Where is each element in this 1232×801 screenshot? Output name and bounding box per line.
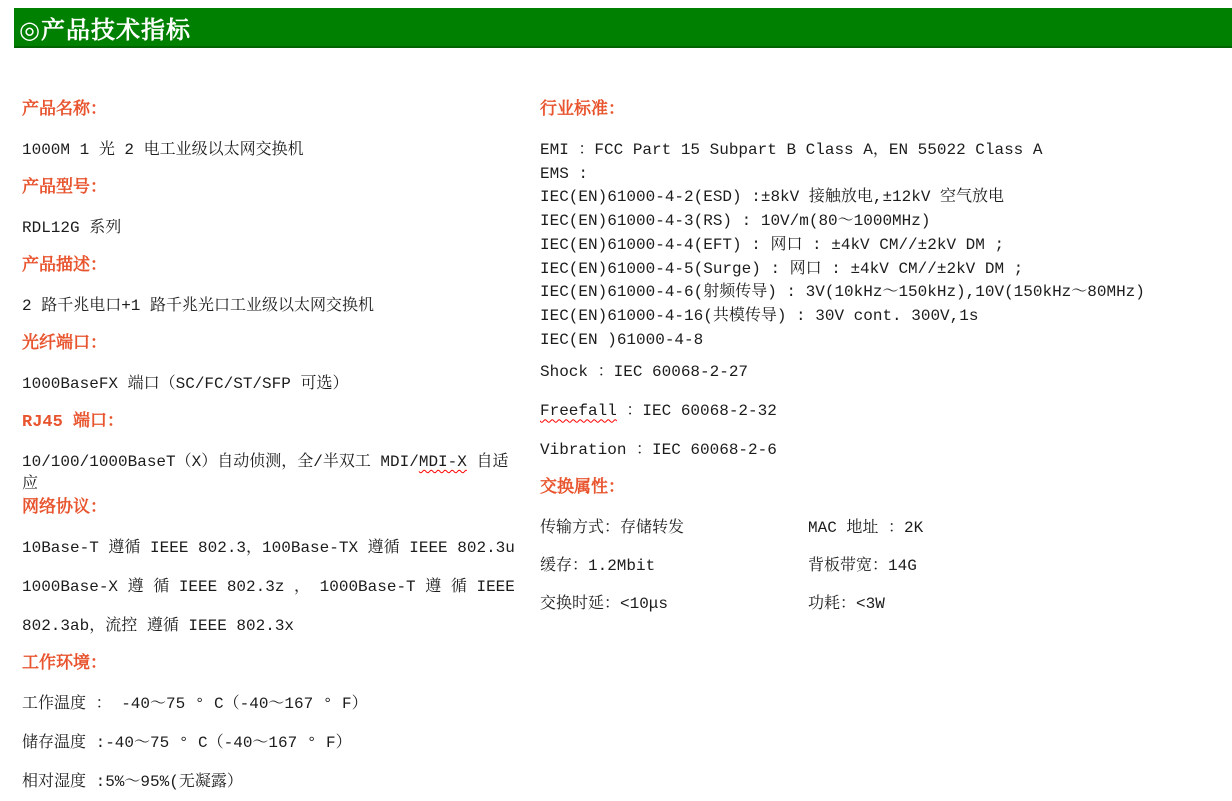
iec-surge-line: IEC(EN)61000-4-5(Surge) : 网口 : ±4kV CM//±2kV DM ; bbox=[540, 259, 1024, 278]
protocols-line-3: 802.3ab，流控 遵循 IEEE 802.3x bbox=[22, 617, 295, 635]
protocols-line-1: 10Base-T 遵循 IEEE 802.3，100Base-TX 遵循 IEEE 802.3u bbox=[22, 539, 515, 557]
iec-common-mode-line: IEC(EN)61000-4-16(共模传导) : 30V cont. 300V,1s bbox=[540, 306, 979, 325]
protocols-heading: 网络协议： bbox=[22, 499, 107, 518]
iec-rf-conduction-line: IEC(EN)61000-4-6(射频传导) : 3V(10kHz～150kHz),10V(150kHz～80MHz) bbox=[540, 283, 1145, 302]
rj45-misspelled-word: MDI-X bbox=[418, 453, 467, 471]
freefall-rest: ：IEC 60068-2-32 bbox=[616, 402, 777, 421]
product-desc-value: 2 路千兆电口+1 路千兆光口工业级以太网交换机 bbox=[22, 297, 375, 315]
page-title: ◎产品技术指标 bbox=[19, 17, 191, 44]
humidity-line: 相对湿度 :5%～95%(无凝露） bbox=[22, 773, 243, 791]
operating-temp-line: 工作温度 ： -40～75 ° C（-40～167 ° F） bbox=[22, 695, 368, 713]
iec-rs-line: IEC(EN)61000-4-3(RS) : 10V/m(80～1000MHz) bbox=[540, 212, 931, 231]
vibration-line: Vibration ：IEC 60068-2-6 bbox=[540, 441, 777, 460]
buffer-cell: 缓存：1.2Mbit bbox=[540, 557, 656, 576]
mac-address-cell: MAC 地址 ：2K bbox=[808, 519, 924, 538]
rj45-port-heading: RJ45 端口： bbox=[22, 413, 125, 432]
iec-esd-line: IEC(EN)61000-4-2(ESD) :±8kV 接触放电,±12kV 空气放电 bbox=[540, 188, 1005, 207]
product-name-value: 1000M 1 光 2 电工业级以太网交换机 bbox=[22, 141, 304, 159]
emc-standards-block bbox=[540, 139, 1190, 352]
fiber-port-value: 1000BaseFX 端口（SC/FC/ST/SFP 可选） bbox=[22, 375, 349, 393]
backplane-bandwidth-cell: 背板带宽：14G bbox=[808, 557, 917, 576]
product-model-value: RDL12G 系列 bbox=[22, 219, 122, 237]
environment-heading: 工作环境： bbox=[22, 655, 107, 674]
emi-line: EMI ：FCC Part 15 Subpart B Class A，EN 55022 Class A bbox=[540, 141, 1043, 159]
switching-row-2 bbox=[540, 555, 1190, 577]
rj45-text-post: 自适应 bbox=[22, 453, 509, 493]
product-model-heading: 产品型号： bbox=[22, 179, 107, 198]
storage-temp-line: 储存温度 :-40～75 ° C（-40～167 ° F） bbox=[22, 734, 352, 752]
freefall-misspelled-word: Freefall bbox=[540, 402, 617, 421]
power-consumption-cell: 功耗：<3W bbox=[808, 595, 885, 614]
standards-heading: 行业标准： bbox=[540, 101, 625, 120]
iec-eft-line: IEC(EN)61000-4-4(EFT) : 网口 : ±4kV CM//±2kV DM ; bbox=[540, 235, 1005, 254]
title-bar bbox=[14, 8, 1232, 48]
product-name-heading: 产品名称： bbox=[22, 101, 107, 120]
left-column bbox=[22, 100, 518, 801]
shock-line: Shock ：IEC 60068-2-27 bbox=[540, 363, 749, 382]
switching-heading: 交换属性： bbox=[540, 479, 625, 499]
fiber-port-heading: 光纤端口： bbox=[22, 335, 107, 354]
right-column bbox=[540, 100, 1190, 801]
ems-line: EMS : bbox=[540, 164, 589, 183]
latency-cell: 交换时延：<10μs bbox=[540, 595, 669, 614]
rj45-port-value bbox=[22, 451, 518, 495]
content-area bbox=[22, 100, 1232, 801]
iec-4-8-line: IEC(EN )61000-4-8 bbox=[540, 330, 704, 349]
switching-row-3 bbox=[540, 593, 1190, 615]
rj45-text-pre: 10/100/1000BaseT（X）自动侦测，全/半双工 MDI/ bbox=[22, 453, 419, 471]
forwarding-mode-cell: 传输方式：存储转发 bbox=[540, 519, 685, 538]
protocols-line-2: 1000Base-X 遵 循 IEEE 802.3z ， 1000Base-T 遵 循 IEEE bbox=[22, 578, 515, 596]
freefall-line bbox=[540, 400, 1190, 422]
product-desc-heading: 产品描述： bbox=[22, 257, 107, 276]
switching-row-1 bbox=[540, 517, 1190, 539]
